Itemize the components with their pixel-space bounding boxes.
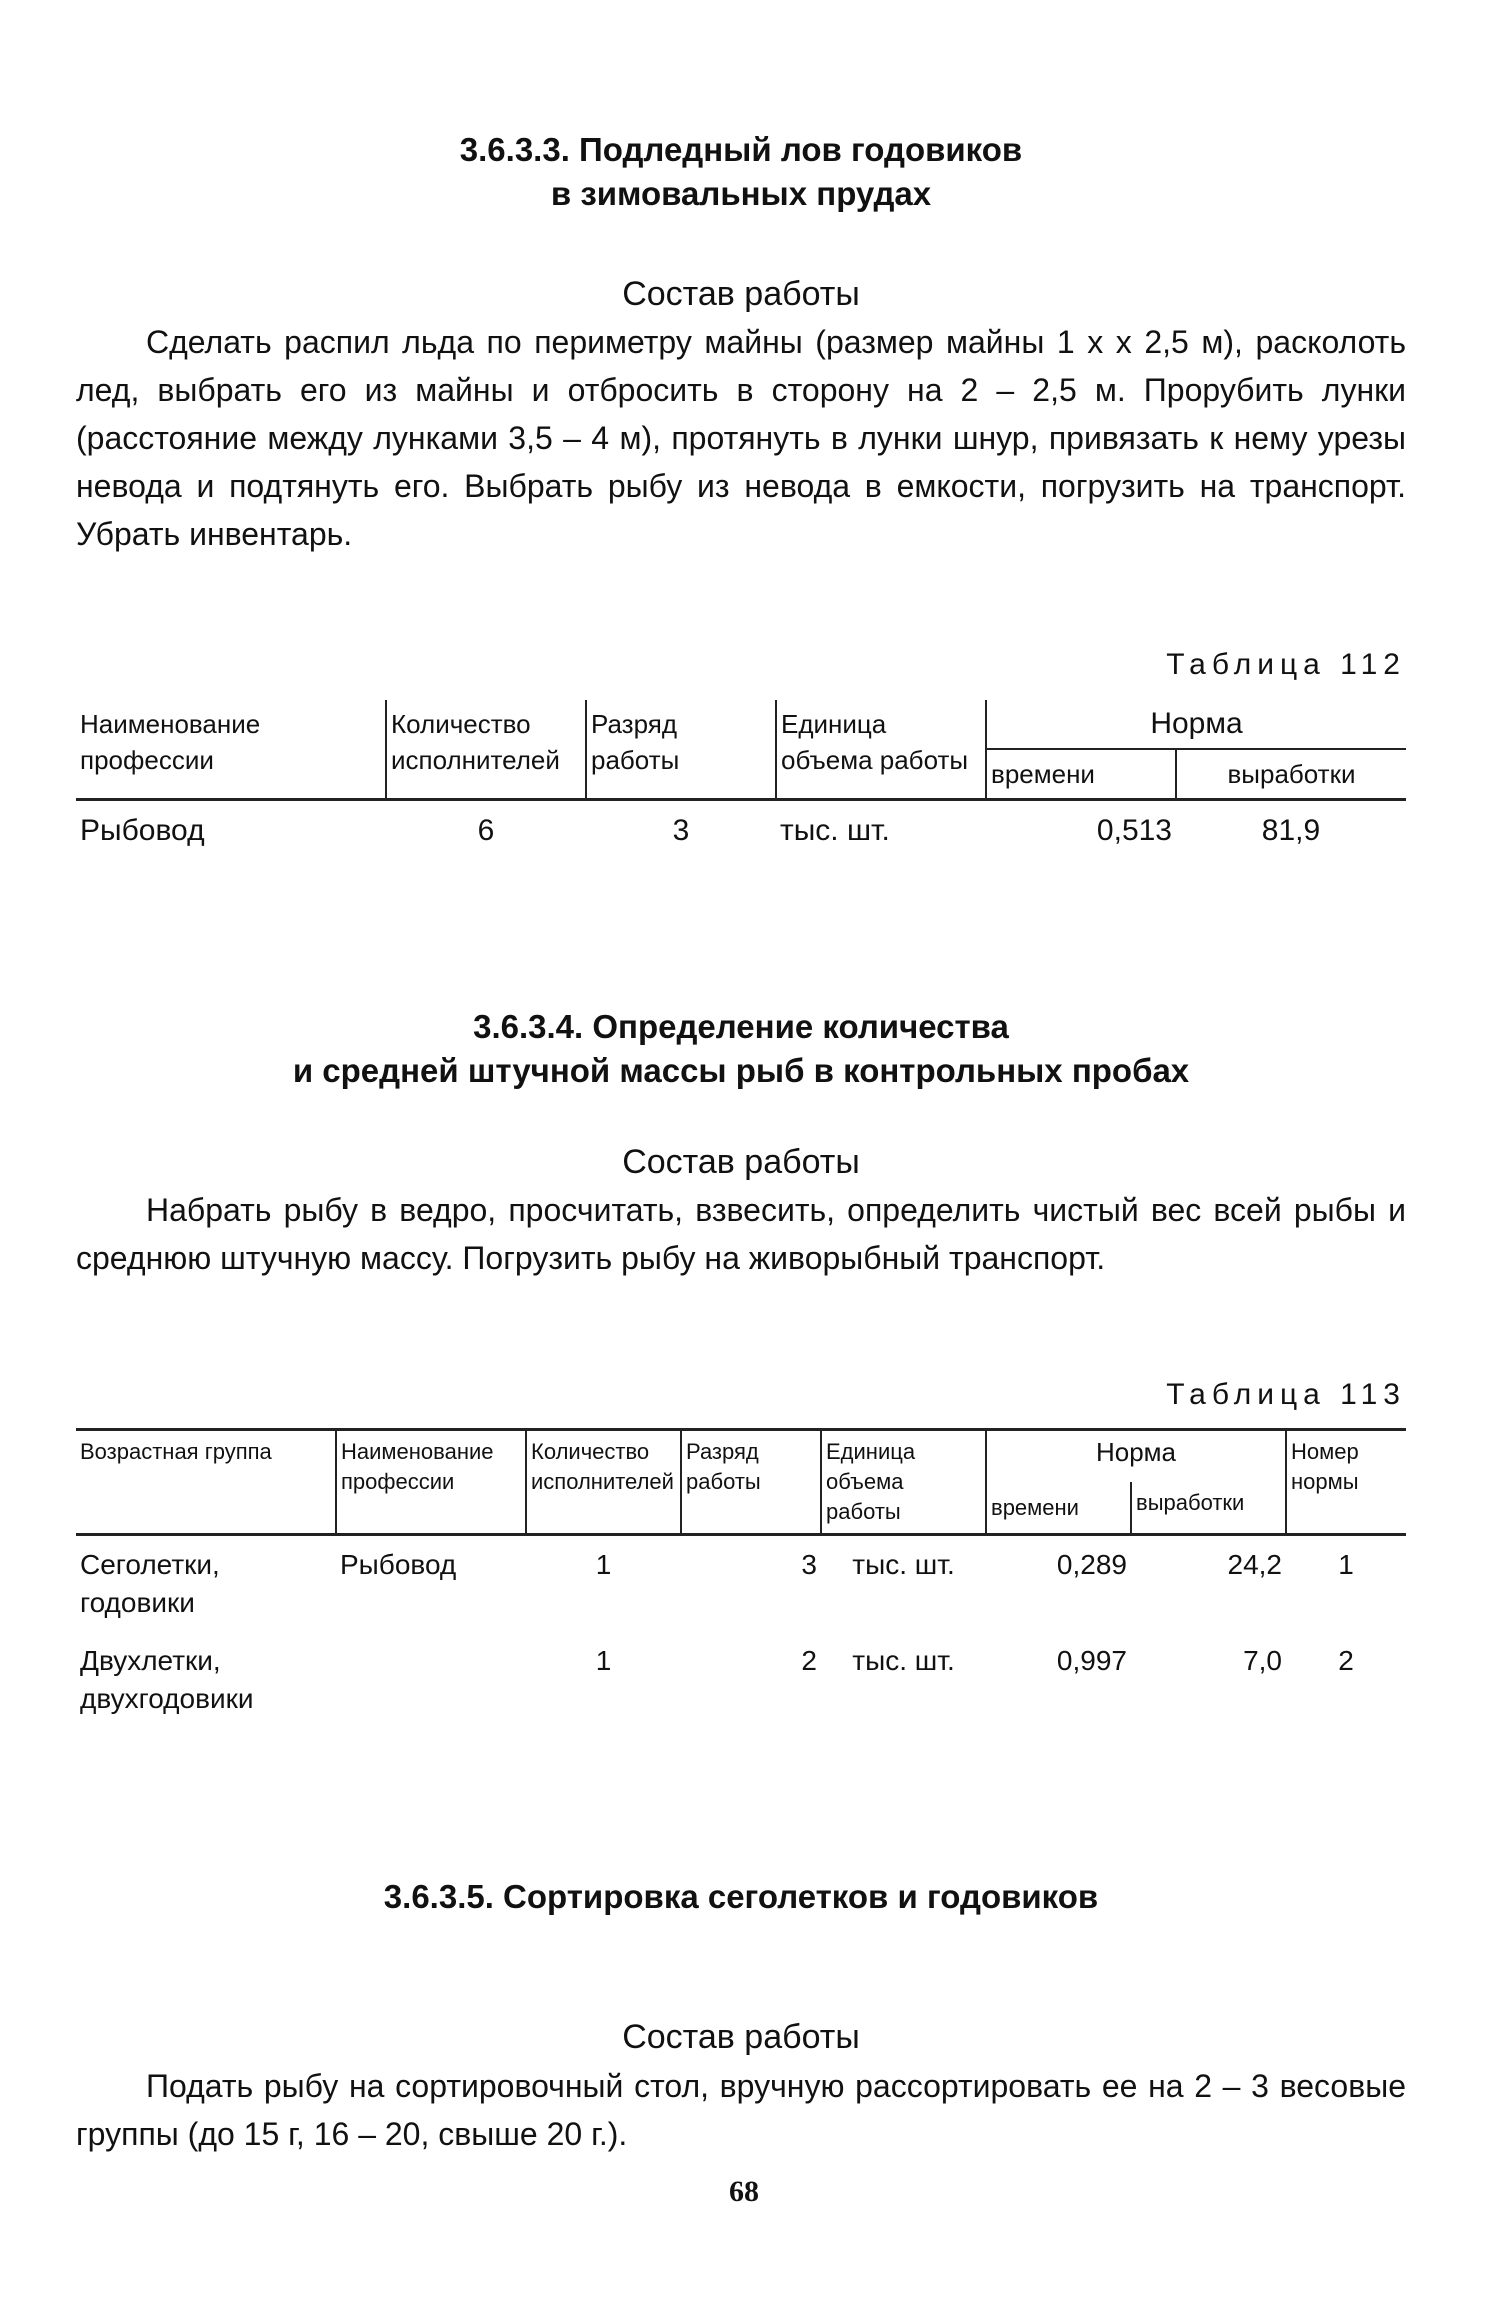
cell-age-group: Двухлетки, двухгодовики: [80, 1645, 254, 1714]
th-count: Количество исполнителей: [386, 700, 586, 800]
cell-number: 2: [1338, 1645, 1354, 1676]
th-norm-number: Номер нормы: [1286, 1430, 1406, 1535]
th-output: выработки: [1176, 749, 1406, 800]
page-number: 68: [729, 2175, 759, 2208]
section-1-title-line1: 3.6.3.3. Подледный лов годовиков: [459, 131, 1023, 168]
cell-output: 24,2: [1227, 1549, 1282, 1580]
cell-unit: тыс. шт.: [780, 814, 890, 847]
th-age-group: Возрастная группа: [76, 1430, 336, 1535]
th-norm: Норма: [986, 700, 1406, 749]
th-time: времени: [986, 749, 1176, 800]
cell-count: 6: [477, 814, 495, 847]
section-1-title: [76, 128, 1406, 216]
th-unit: Единица объема работы: [776, 700, 986, 800]
th-grade: Разряд работы: [586, 700, 776, 800]
cell-time: 0,289: [1056, 1549, 1127, 1580]
cell-time: 0,513: [1096, 814, 1172, 847]
section-2-title-line1: 3.6.3.4. Определение количества: [473, 1008, 1009, 1045]
table-113: [76, 1428, 1406, 1728]
section-3-text: Подать рыбу на сортировочный стол, вручную рассортировать ее на 2 – 3 весовые группы (до 15 г, 16 – 20, свыше 20 г.).: [76, 2068, 1406, 2152]
cell-number: 1: [1338, 1549, 1354, 1580]
cell-count: 1: [595, 1645, 612, 1676]
section-2-title: [76, 1005, 1406, 1093]
section-2-text: Набрать рыбу в ведро, просчитать, взвесить, определить чистый вес всей рыбы и среднюю штучную массу. Погрузить рыбу на живорыбный транспорт.: [76, 1192, 1406, 1276]
table-row: [76, 1535, 1406, 1633]
cell-profession: Рыбовод: [340, 1549, 457, 1580]
cell-profession: [336, 1632, 526, 1728]
table-row: [76, 1632, 1406, 1728]
cell-grade: 2: [801, 1645, 817, 1676]
th-time: времени: [986, 1482, 1131, 1535]
section-3-subheading: Состав работы: [622, 2018, 860, 2056]
section-1-title-line2: в зимовальных прудах: [550, 175, 932, 212]
cell-unit: тыс. шт.: [852, 1549, 955, 1580]
cell-grade: 3: [801, 1549, 817, 1580]
table-112: [76, 700, 1406, 861]
cell-output: 7,0: [1243, 1645, 1282, 1676]
cell-output: 81,9: [1261, 814, 1321, 847]
table-113-caption: Таблица 113: [1166, 1378, 1406, 1411]
cell-count: 1: [595, 1549, 612, 1580]
cell-profession: Рыбовод: [80, 814, 205, 847]
th-norm: Норма: [986, 1430, 1286, 1483]
section-1-text: Сделать распил льда по периметру майны (размер майны 1 х х 2,5 м), расколоть лед, выбрать его из майны и отбросить в сторону на 2 – 2,5 м. Прорубить лунки (расстояние между лунками 3,5 – 4 м), протянуть в лунки шнур, привязать к нему урезы невода и подтянуть его. Выбрать рыбу из невода в емкости, погрузить на транспорт. Убрать инвентарь.: [76, 324, 1406, 552]
section-3-title: 3.6.3.5. Сортировка сеголетков и годовиков: [383, 1878, 1099, 1915]
cell-age-group: Сеголетки, годовики: [80, 1549, 220, 1618]
th-output: выработки: [1131, 1482, 1286, 1535]
table-112-caption: Таблица 112: [1166, 648, 1406, 681]
section-2-subheading: Состав работы: [622, 1143, 860, 1181]
cell-grade: 3: [672, 814, 690, 847]
th-grade: Разряд работы: [681, 1430, 821, 1535]
th-count: Количество исполнителей: [526, 1430, 681, 1535]
table-row: [76, 800, 1406, 862]
th-profession: Наименование профессии: [76, 700, 386, 800]
th-unit: Единица объема работы: [821, 1430, 986, 1535]
section-1-subheading: Состав работы: [622, 275, 860, 313]
th-profession: Наименование профессии: [336, 1430, 526, 1535]
section-2-title-line2: и средней штучной массы рыб в контрольных пробах: [292, 1052, 1190, 1089]
cell-time: 0,997: [1056, 1645, 1127, 1676]
cell-unit: тыс. шт.: [852, 1645, 955, 1676]
